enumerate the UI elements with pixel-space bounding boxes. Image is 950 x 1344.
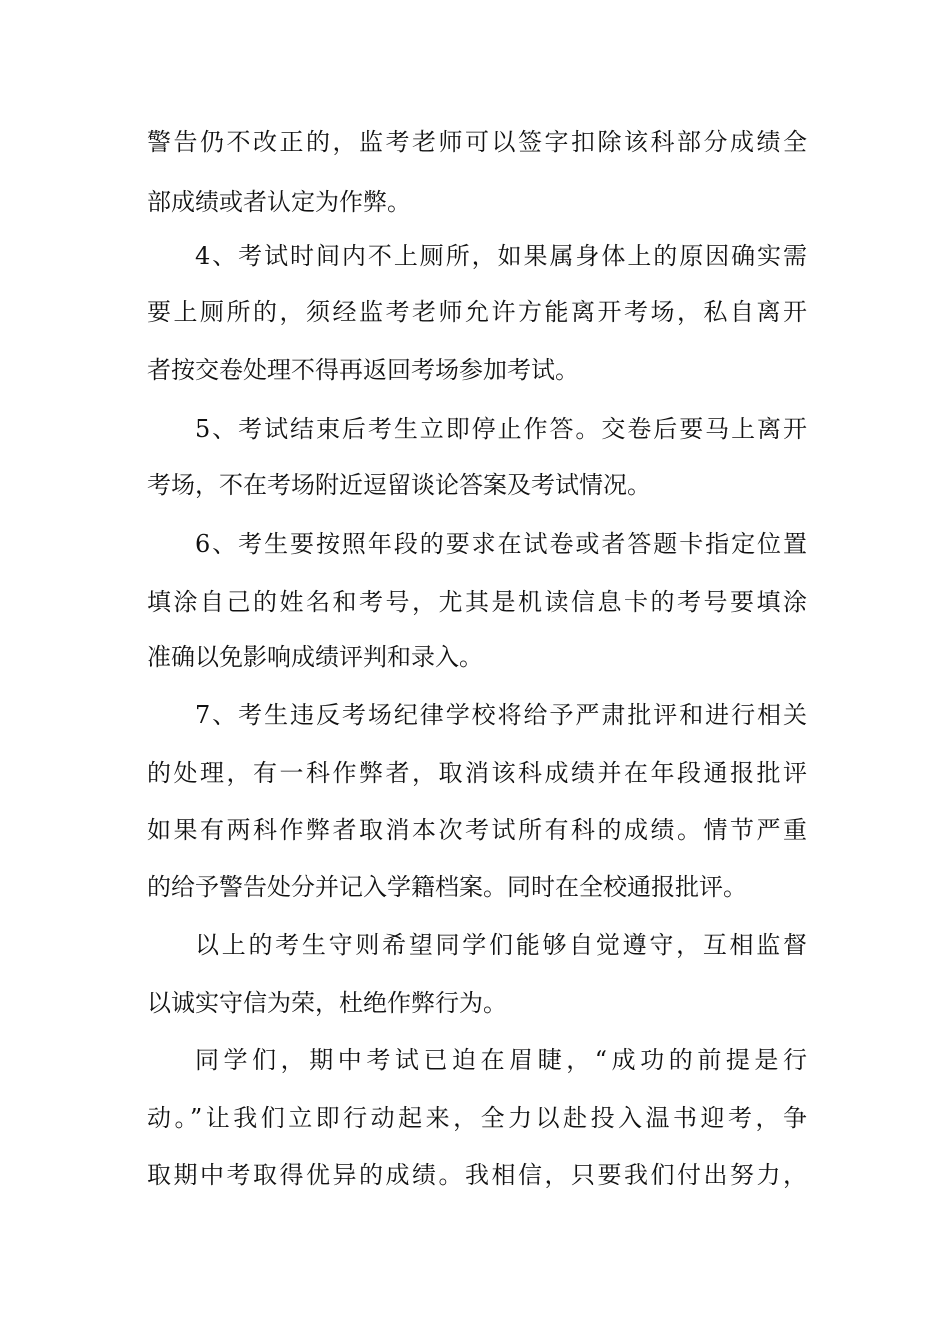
- text-line: 的处理，有一科作弊者，取消该科成绩并在年段通报批评: [147, 759, 807, 787]
- text-line: 如果有两科作弊者取消本次考试所有科的成绩。情节严重: [147, 816, 807, 844]
- text-line: 以上的考生守则希望同学们能够自觉遵守，互相监督: [195, 931, 807, 959]
- text-line: 7、考生违反考场纪律学校将给予严肃批评和进行相关: [195, 701, 807, 729]
- text-line: 取期中考取得优异的成绩。我相信，只要我们付出努力，: [147, 1161, 807, 1189]
- text-line: 4、考试时间内不上厕所，如果属身体上的原因确实需: [195, 242, 807, 270]
- text-line: 要上厕所的，须经监考老师允许方能离开考场，私自离开: [147, 298, 807, 326]
- text-line: 准确以免影响成绩评判和录入。: [147, 643, 483, 671]
- text-line: 填涂自己的姓名和考号，尤其是机读信息卡的考号要填涂: [147, 588, 807, 616]
- text-line: 者按交卷处理不得再返回考场参加考试。: [147, 356, 579, 384]
- text-line: 6、考生要按照年段的要求在试卷或者答题卡指定位置: [195, 530, 807, 558]
- text-line: 部成绩或者认定为作弊。: [147, 188, 411, 216]
- text-line: 以诚实守信为荣，杜绝作弊行为。: [147, 989, 507, 1017]
- text-line: 的给予警告处分并记入学籍档案。同时在全校通报批评。: [147, 873, 747, 901]
- text-line: 5、考试结束后考生立即停止作答。交卷后要马上离开: [195, 415, 807, 443]
- text-line: 警告仍不改正的，监考老师可以签字扣除该科部分成绩全: [147, 128, 807, 156]
- text-line: 同学们，期中考试已迫在眉睫，“成功的前提是行: [195, 1046, 807, 1074]
- text-line: 动。”让我们立即行动起来，全力以赴投入温书迎考，争: [147, 1104, 807, 1132]
- text-line: 考场，不在考场附近逗留谈论答案及考试情况。: [147, 471, 651, 499]
